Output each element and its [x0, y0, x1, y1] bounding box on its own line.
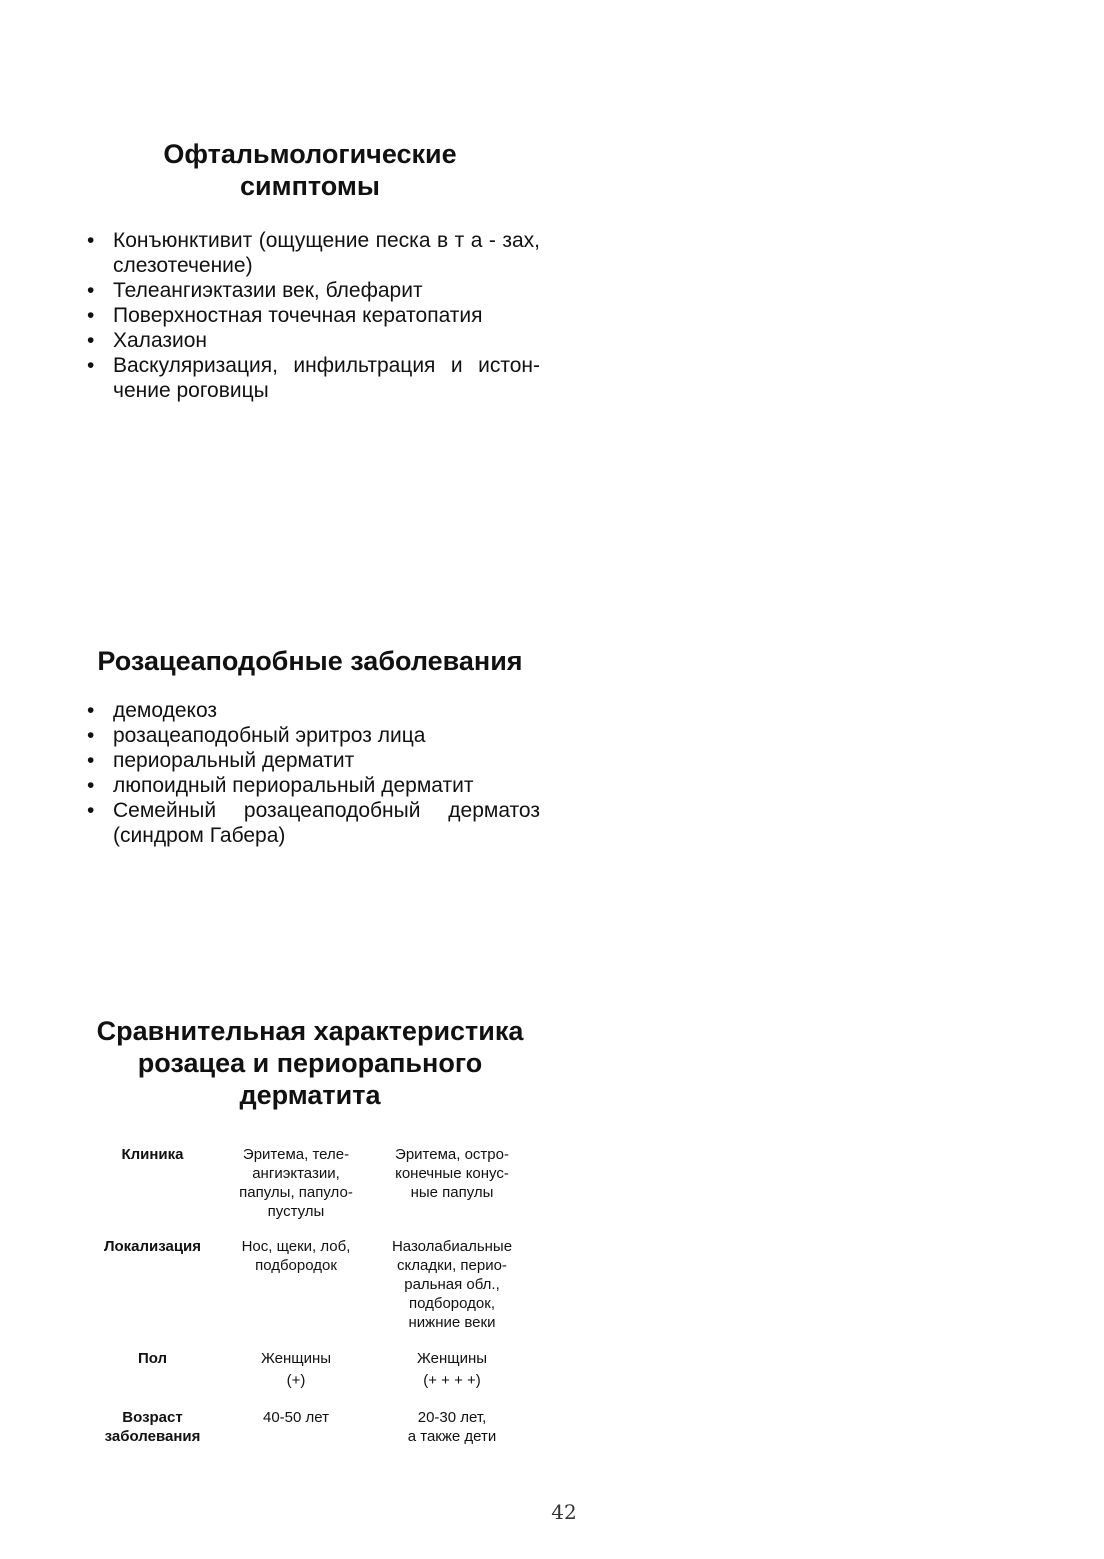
- bullet-icon: •: [87, 329, 95, 352]
- row-label: Возраст заболевания: [104, 1409, 201, 1445]
- list-item: • периоральный дерматит: [87, 749, 355, 772]
- perioral-dermatitis-cell: Назолабиальные складки, перио- ральная обл., подбородок, нижние веки: [391, 1238, 513, 1331]
- list-item: • розацеаподобный эритроз лица: [87, 724, 426, 747]
- table-row: [85, 1145, 545, 1221]
- list-item: • Конъюнктивит (ощущение песка в т а - зах, слезотечение): [87, 229, 540, 277]
- bullet-icon: •: [87, 749, 95, 772]
- bullet-icon: •: [87, 304, 95, 327]
- comparison-title: Сравнительная характеристика розацеа и периорапьного дерматита: [96, 1016, 524, 1110]
- list-item: • Телеангиэктазии век, блефарит: [87, 279, 423, 302]
- bullet-icon: •: [87, 699, 95, 722]
- list-item: • Халазион: [87, 329, 208, 352]
- bullet-icon: •: [87, 724, 95, 747]
- bullet-icon: •: [87, 799, 95, 822]
- ophthalmic-symptoms-list: [80, 228, 540, 403]
- list-item: • Семейный розацеаподобный дерматоз (синдром Габера): [87, 799, 540, 847]
- comparison-table: [85, 1145, 545, 1462]
- table-row: [85, 1408, 545, 1446]
- table-row: [85, 1348, 545, 1392]
- bullet-icon: •: [87, 354, 95, 377]
- perioral-dermatitis-cell: Эритема, остро- конечные конус- ные папулы: [395, 1146, 509, 1201]
- ophthalmic-symptoms-title: Офтальмологические симптомы: [163, 139, 457, 201]
- rosacea-cell: Эритема, теле- ангиэктазии, папулы, папуло- пустулы: [239, 1146, 353, 1220]
- rosacea-cell: Женщины (+): [260, 1350, 332, 1389]
- list-item: • демодекоз: [87, 699, 218, 722]
- row-label: Локализация: [103, 1238, 202, 1255]
- row-label: Клиника: [121, 1146, 184, 1163]
- bullet-icon: •: [87, 229, 95, 252]
- bullet-icon: •: [87, 774, 95, 797]
- row-label: Пол: [137, 1350, 168, 1367]
- rosacea-cell: 40-50 лет: [263, 1409, 329, 1426]
- list-item: • люпоидный периоральный дерматит: [87, 774, 474, 797]
- ophthalmic-symptoms-slide: [80, 138, 540, 403]
- rosacea-cell: Нос, щеки, лоб, подбородок: [241, 1238, 351, 1274]
- bullet-icon: •: [87, 279, 95, 302]
- page-number: 42: [551, 1500, 577, 1524]
- list-item: • Васкуляризация, инфильтрация и истон- чение роговицы: [87, 354, 540, 402]
- comparison-slide: [80, 1015, 540, 1111]
- perioral-dermatitis-cell: Женщины (+ + + +): [416, 1350, 488, 1389]
- perioral-dermatitis-cell: 20-30 лет, а также дети: [407, 1409, 497, 1445]
- list-item: • Поверхностная точечная кератопатия: [87, 304, 483, 327]
- rosacea-like-diseases-list: [80, 698, 540, 848]
- table-row: [85, 1237, 545, 1332]
- rosacea-like-diseases-slide: [80, 645, 540, 848]
- rosacea-like-diseases-title: Розацеаподобные заболевания: [97, 646, 523, 676]
